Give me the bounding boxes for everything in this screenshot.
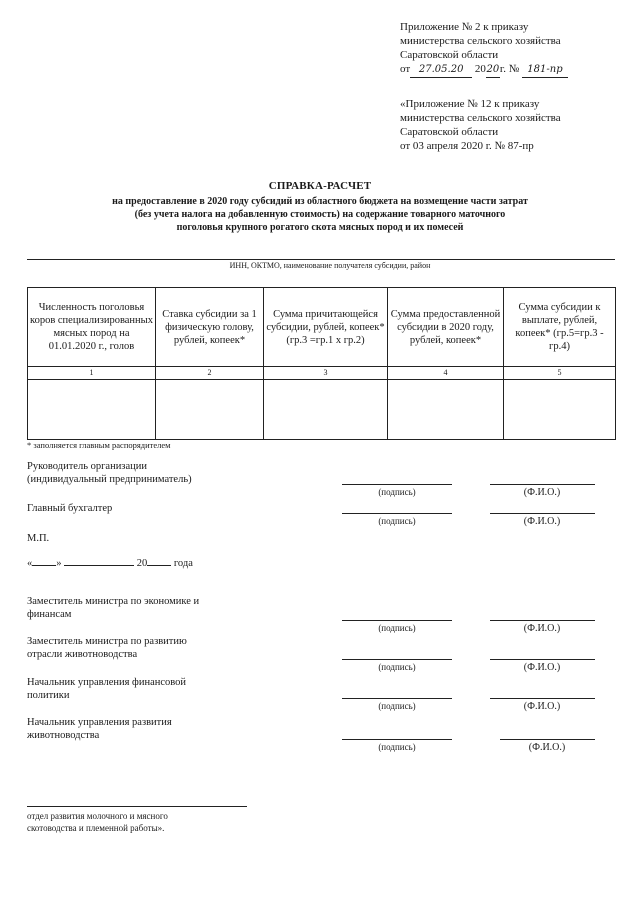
- approval-line: от 03 апреля 2020 г. № 87-пр: [400, 140, 534, 152]
- number-prefix: г. №: [499, 63, 520, 75]
- fio-caption: (Ф.И.О.): [523, 623, 561, 634]
- stamp-place: М.П.: [27, 533, 50, 544]
- fio-caption: (Ф.И.О.): [523, 662, 561, 673]
- official-label-line: Начальник управления финансовой: [27, 677, 187, 688]
- signature-line: [342, 739, 452, 740]
- month-blank[interactable]: [64, 565, 134, 566]
- signature-caption: (подпись): [378, 623, 416, 633]
- header-cell: Сумма субсидии к выплате, рублей, копеек* (гр.5=гр.3 - гр.4): [504, 288, 616, 367]
- footer-line: скотоводства и племенной работы».: [27, 823, 165, 833]
- official-label-line: политики: [27, 690, 70, 701]
- head-label-line: (индивидуальный предприниматель): [27, 474, 192, 485]
- header-cell: Сумма причитающейся субсидии, рублей, копеек* (гр.3 =гр.1 х гр.2): [264, 288, 388, 367]
- column-number: 3: [264, 367, 388, 380]
- fio-line: [490, 620, 595, 621]
- footnote: * заполняется главным распорядителем: [27, 440, 171, 450]
- recipient-caption: ИНН, ОКТМО, наименование получателя субсидии, район: [229, 261, 431, 270]
- date-handwritten: 27.05.20: [410, 63, 472, 78]
- footer-rule: [27, 806, 247, 807]
- data-cell[interactable]: [388, 380, 504, 440]
- official-label-line: финансам: [27, 609, 72, 620]
- data-cell[interactable]: [28, 380, 156, 440]
- recipient-line: [27, 259, 615, 260]
- official-livestock-development-label: [27, 716, 172, 742]
- table-header-row: [28, 288, 616, 367]
- signature-caption: (подпись): [378, 701, 416, 711]
- approval-line: министерства сельского хозяйства: [400, 35, 561, 47]
- fio-caption: (Ф.И.О.): [523, 516, 561, 527]
- approval-line: Саратовской области: [400, 49, 499, 61]
- day-blank[interactable]: [32, 565, 56, 566]
- column-number: 5: [504, 367, 616, 380]
- calculation-table: [27, 287, 616, 440]
- approval-line: Приложение № 2 к приказу: [400, 21, 529, 33]
- data-cell[interactable]: [264, 380, 388, 440]
- signature-line: [342, 513, 452, 514]
- subtitle-line: (без учета налога на добавленную стоимость) на содержание товарного маточного: [134, 209, 506, 220]
- column-number: 4: [388, 367, 504, 380]
- header-cell: Численность поголовья коров специализированных мясных пород на 01.01.2020 г., голов: [28, 288, 156, 367]
- signature-caption: (подпись): [378, 516, 416, 526]
- approval-line: министерства сельского хозяйства: [400, 112, 561, 124]
- signature-line: [342, 484, 452, 485]
- number-handwritten: 181-пр: [522, 63, 568, 78]
- approval-line: «Приложение № 12 к приказу: [400, 98, 540, 110]
- signature-caption: (подпись): [378, 742, 416, 752]
- official-deputy-livestock-label: [27, 635, 187, 661]
- official-deputy-economy-label: [27, 595, 199, 621]
- subtitle-line: поголовья крупного рогатого скота мясных пород и их помесей: [176, 222, 464, 233]
- official-label-line: Начальник управления развития: [27, 717, 172, 728]
- fio-line: [500, 739, 595, 740]
- official-label-line: Заместитель министра по развитию: [27, 636, 187, 647]
- fio-line: [490, 659, 595, 660]
- date-prefix: от: [400, 63, 411, 75]
- column-number: 2: [156, 367, 264, 380]
- fio-line: [490, 484, 595, 485]
- signature-caption: (подпись): [378, 487, 416, 497]
- header-cell: Сумма предоставленной субсидии в 2020 году, рублей, копеек*: [388, 288, 504, 367]
- signature-line: [342, 620, 452, 621]
- chief-accountant-label: Главный бухгалтер: [27, 503, 113, 514]
- subtitle-line: на предоставление в 2020 году субсидий из областного бюджета на возмещение части затрат: [112, 196, 528, 207]
- footer-line: отдел развития молочного и мясного: [27, 811, 168, 821]
- data-cell[interactable]: [504, 380, 616, 440]
- official-label-line: животноводства: [27, 730, 100, 741]
- signature-caption: (подпись): [378, 662, 416, 672]
- header-cell: Ставка субсидии за 1 физическую голову, рублей, копеек*: [156, 288, 264, 367]
- signature-line: [342, 659, 452, 660]
- year-blank[interactable]: [147, 565, 171, 566]
- signature-line: [342, 698, 452, 699]
- official-finance-policy-label: [27, 676, 186, 702]
- year-suffix: года: [173, 558, 193, 569]
- quote-open: «: [27, 558, 33, 569]
- approval-line: Саратовской области: [400, 126, 499, 138]
- fio-caption: (Ф.И.О.): [523, 701, 561, 712]
- year-prefix: 20: [474, 63, 486, 75]
- date-line: [27, 557, 193, 570]
- approval-block-amendment: [400, 97, 561, 153]
- year-prefix: 20: [136, 558, 148, 569]
- quote-close: »: [56, 558, 62, 569]
- fio-caption: (Ф.И.О.): [528, 742, 566, 753]
- year-handwritten: 20: [486, 63, 500, 78]
- head-label-line: Руководитель организации: [27, 461, 147, 472]
- fio-caption: (Ф.И.О.): [523, 487, 561, 498]
- footer-department: [27, 810, 168, 834]
- document-title: СПРАВКА-РАСЧЕТ: [268, 180, 372, 192]
- approval-block-top: [400, 20, 568, 78]
- table-number-row: [28, 367, 616, 380]
- fio-line: [490, 698, 595, 699]
- official-label-line: Заместитель министра по экономике и: [27, 596, 200, 607]
- data-cell[interactable]: [156, 380, 264, 440]
- table-data-row: [28, 380, 616, 440]
- official-label-line: отрасли животноводства: [27, 649, 138, 660]
- column-number: 1: [28, 367, 156, 380]
- head-label: [27, 460, 192, 486]
- approval-date-line: [400, 62, 568, 78]
- fio-line: [490, 513, 595, 514]
- document-subtitle: [40, 195, 600, 234]
